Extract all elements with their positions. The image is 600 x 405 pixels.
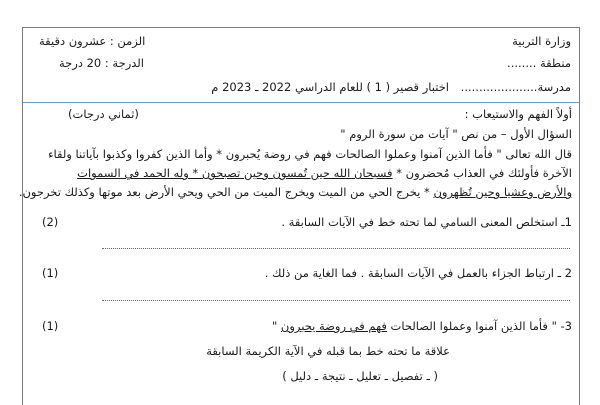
item-3-mark: (1)	[42, 319, 59, 333]
exam-time: الزمن : عشرون دقيقة	[39, 34, 146, 48]
verse-line-2-underlined: فسبحان الله حين تُمسون وحين تصبحون * وله الحمد في السموات	[77, 166, 393, 180]
item-1-answer-line[interactable]	[102, 248, 570, 249]
school-field: مدرسة.....................	[460, 80, 571, 94]
item-2-text: 2 ـ ارتباط الجزاء بالعمل في الآيات السابقة . فما الغاية من ذلك .	[264, 266, 572, 280]
verse-line-3-plain: * يخرج الحي من الميت ويخرج الميت من الحي ويحي الأرض بعد موتها وكذلك تخرجون.	[18, 185, 434, 199]
exam-header	[22, 27, 580, 102]
verse-line-3	[19, 184, 572, 200]
ministry-name: وزارة التربية	[512, 34, 571, 48]
question-title: السؤال الأول – من نص " آيات من سورة الروم "	[340, 127, 572, 141]
item-2-mark: (1)	[42, 266, 59, 280]
section-title: أولاً الفهم والاستيعاب :	[464, 107, 572, 121]
item-3-subquestion: علاقة ما تحته خط بما قبله في الآية الكريمة السابقة	[206, 344, 450, 358]
exam-title: اختبار قصير ( 1 ) للعام الدراسي 2022 ـ 2023 م	[211, 80, 449, 94]
verse-line-2-plain: الآخرة فأولئك في العذاب مُحضرون *	[392, 166, 572, 180]
item-3-prefix: 3- " فأما الذين آمنوا وعملوا الصالحات	[386, 319, 572, 333]
item-3-text	[272, 318, 572, 334]
item-1-mark: (2)	[42, 215, 59, 229]
item-3-suffix: "	[271, 319, 281, 333]
item-2-answer-line[interactable]	[102, 300, 570, 301]
region-field: منطقة ........	[507, 56, 571, 70]
item-3-underlined: فهم في روضة يحبرون	[280, 319, 387, 333]
section-marks: (ثماني درجات)	[68, 107, 139, 121]
item-3-options: ( ـ تفصيل ـ تعليل ـ نتيجة ـ دليل )	[282, 369, 438, 383]
verse-line-1: قال الله تعالى " فأما الذين آمنوا وعملوا الصالحات فهم في روضة يُحبرون * وأما الذين كفروا وكذبوا بآياتنا ولقاء	[48, 147, 572, 161]
verse-line-2	[77, 165, 572, 181]
item-1-text: 1ـ استخلص المعنى السامي لما تحته خط في الآيات السابقة .	[281, 215, 572, 229]
verse-line-3-underlined: والأرض وعشيا وحين تُظهرون	[433, 185, 572, 199]
exam-grade: الدرجة : 20 درجة	[59, 56, 144, 70]
